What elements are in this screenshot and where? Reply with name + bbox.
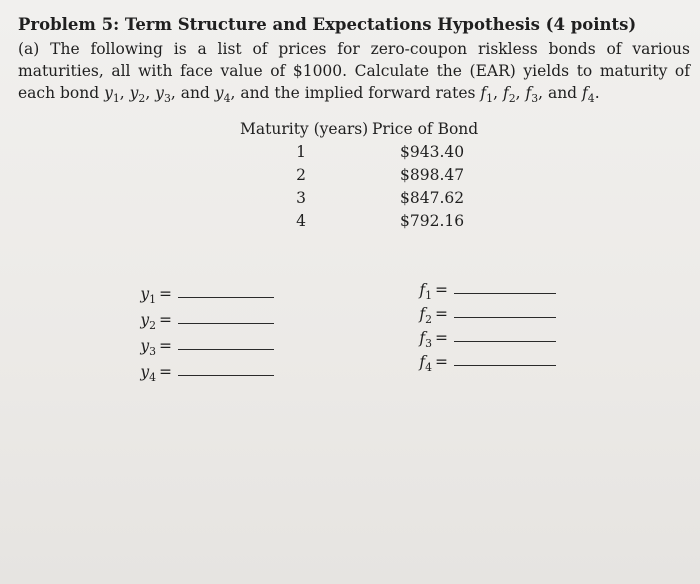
problem-statement: (a) The following is a list of prices for zero-coupon riskless bonds of various maturities, all with face value of $1000. Calculate the (EAR) yields to maturity of each bond $y_1$, $y_2$, $y_3$, and $y_4$, and the implied forward rates $f_1$, $f_2$, $f_3$, and $f_4$. — [18, 40, 690, 106]
forward-answer-2: $f_2$ = — [398, 305, 556, 326]
statement-and: and — [180, 84, 210, 102]
forward-label: $f_1$ — [419, 281, 432, 303]
cell-price: $898.47 — [400, 166, 465, 184]
cell-price: $847.62 — [400, 189, 465, 207]
cell-maturity: 1 — [296, 143, 306, 161]
part-label: (a) — [18, 40, 40, 58]
statement-forward: , and the implied forward rates — [230, 84, 476, 102]
problem-title: Problem 5: Term Structure and Expectations Hypothesis (4 points) — [18, 15, 637, 34]
yield-answer-1: $y_1$ = — [122, 285, 274, 306]
bond-price-table — [240, 118, 479, 230]
cell-maturity: 4 — [296, 212, 306, 230]
header-price: Price of Bond — [372, 120, 479, 138]
yield-blank[interactable] — [178, 323, 274, 324]
forward-answer-4: $f_4$ = — [398, 353, 556, 374]
forward-label: $f_4$ — [419, 353, 432, 375]
yield-blank[interactable] — [178, 375, 274, 376]
yield-answer-2: $y_2$ = — [122, 311, 274, 332]
cell-price: $792.16 — [400, 212, 465, 230]
forward-blank[interactable] — [454, 293, 556, 294]
forward-label: $f_3$ — [419, 329, 432, 351]
cell-price: $943.40 — [400, 143, 465, 161]
forward-answer-1: $f_1$ = — [398, 281, 556, 302]
yield-label: $y_3$ — [140, 337, 156, 359]
yield-blank[interactable] — [178, 297, 274, 298]
forward-blank[interactable] — [454, 341, 556, 342]
forward-blank[interactable] — [454, 365, 556, 366]
yield-label: $y_1$ — [140, 285, 156, 307]
header-maturity: Maturity (years) — [240, 120, 369, 138]
yield-answer-3: $y_3$ = — [122, 337, 274, 358]
yield-blank[interactable] — [178, 349, 274, 350]
cell-maturity: 2 — [296, 166, 306, 184]
forward-blank[interactable] — [454, 317, 556, 318]
table-header — [240, 118, 478, 141]
statement-text: The following is a list of prices for zero-coupon riskless bonds of various maturities, all with face value of $1000. Calculate the (EAR) yields to maturity of each bond — [18, 40, 690, 102]
yield-label: $y_4$ — [140, 363, 156, 385]
cell-maturity: 3 — [296, 189, 306, 207]
statement-and-2: , and — [538, 84, 578, 102]
forward-label: $f_2$ — [419, 305, 432, 327]
yield-label: $y_2$ — [140, 311, 156, 333]
yield-answer-4: $y_4$ = — [122, 363, 274, 384]
forward-answer-3: $f_3$ = — [398, 329, 556, 350]
